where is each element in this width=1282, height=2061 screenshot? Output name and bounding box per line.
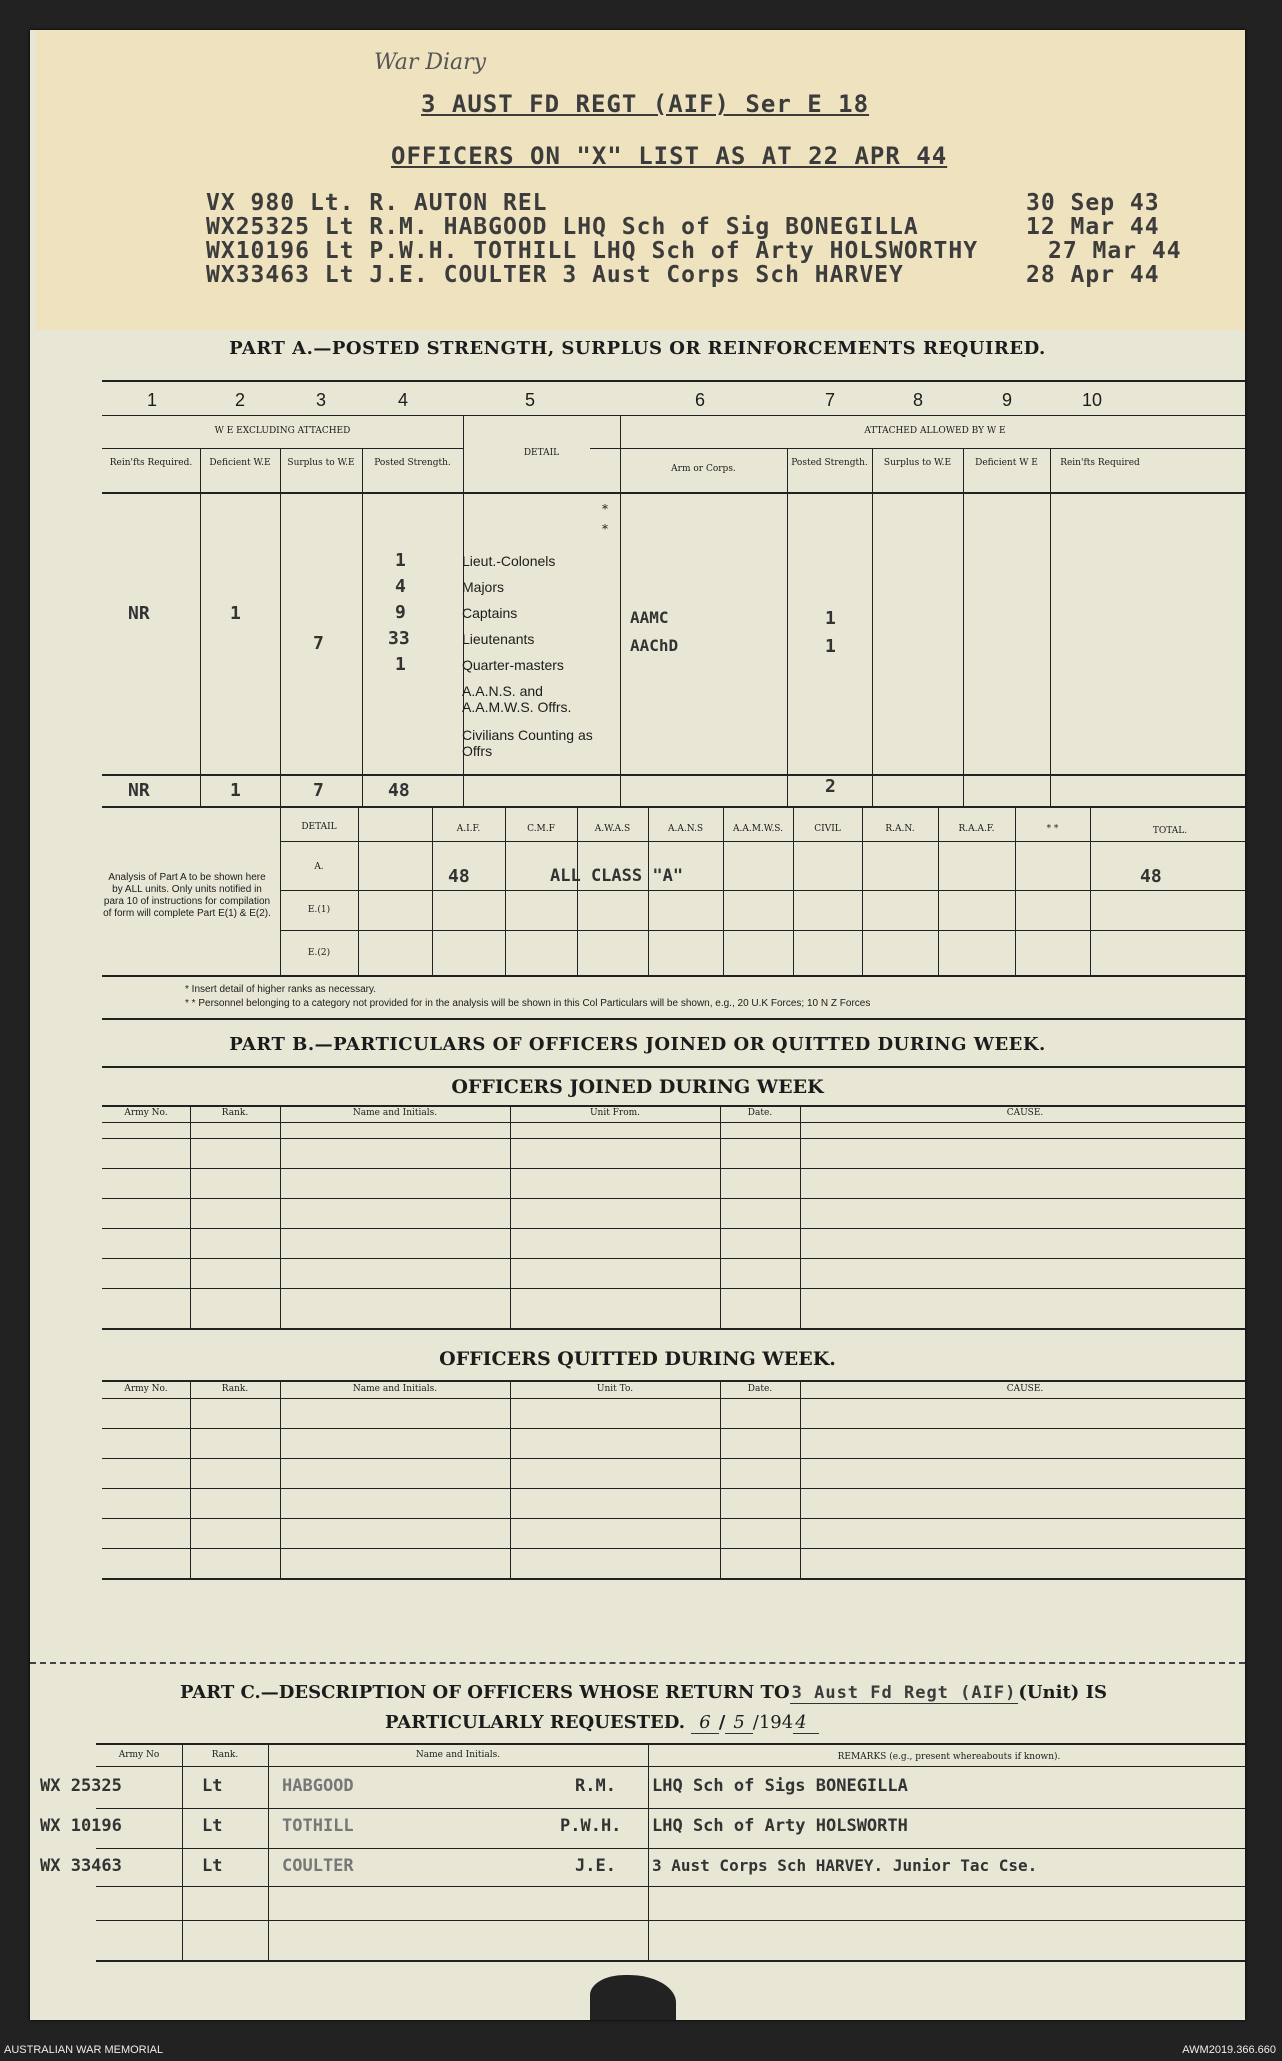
c-army-no: WX 10196 (40, 1816, 122, 1836)
header-surplus-att: Surplus to W.E (883, 458, 952, 468)
value-reinfts: NR (128, 603, 150, 624)
footnote-1: * Insert detail of higher ranks as necessary. (185, 984, 377, 995)
part-c-requested: PARTICULARLY REQUESTED. 6 / 5 /194 4 (385, 1712, 819, 1733)
c-initials: R.M. (575, 1776, 616, 1796)
value-posted: 9 (395, 602, 406, 623)
slip-row: VX 980 Lt. R. AUTON REL (206, 190, 548, 216)
col-number: 2 (234, 390, 245, 410)
analysis-detail: DETAIL (301, 822, 337, 832)
c-remarks: 3 Aust Corps Sch HARVEY. Junior Tac Cse. (652, 1856, 1038, 1875)
value-posted-att: 1 (825, 608, 836, 629)
header-reinfts: Rein'fts Required. (109, 458, 193, 468)
joined-col-rank: Rank. (221, 1108, 249, 1118)
value-posted: 33 (388, 628, 410, 649)
value-arm-corps: AAMC (630, 608, 669, 627)
header-reinfts-att: Rein'fts Required (1060, 458, 1140, 468)
analysis-awas: A.W.A.S (594, 824, 631, 834)
value-posted: 4 (395, 576, 406, 597)
slip-row: WX25325 Lt R.M. HABGOOD LHQ Sch of Sig BONEGILLA (206, 214, 919, 240)
analysis-row-e1: E.(1) (307, 905, 331, 915)
col-number: 3 (315, 390, 326, 410)
analysis-row-a: A. (314, 862, 324, 872)
detail-label: DETAIL (523, 448, 560, 458)
slip-date: 12 Mar 44 (1026, 214, 1160, 240)
request-month: 5 (725, 1712, 752, 1734)
footer-id: AWM2019.366.660 (1182, 2044, 1276, 2056)
header-posted: Posted Strength. (374, 458, 451, 468)
slip-date: 27 Mar 44 (1048, 238, 1182, 264)
handwritten-note: War Diary (374, 50, 487, 75)
joined-col-unit: Unit From. (589, 1108, 641, 1118)
detail-lieutenants: Lieutenants (462, 631, 535, 647)
analysis-total: TOTAL. (1152, 826, 1188, 836)
detail-aans: A.A.N.S. and A.A.M.W.S. Offrs. (462, 683, 572, 715)
attached-allowed-label: ATTACHED ALLOWED BY W E (864, 426, 1006, 436)
analysis-civil: CIVIL (814, 824, 841, 834)
c-army-no: WX 33463 (40, 1856, 122, 1876)
c-remarks: LHQ Sch of Arty HOLSWORTH (652, 1816, 908, 1836)
col-number: 1 (146, 390, 157, 410)
detail-majors: Majors (462, 579, 505, 595)
analysis-aif-value: 48 (448, 866, 470, 887)
c-army-no: WX 25325 (40, 1776, 122, 1796)
header-posted-att: Posted Strength. (791, 458, 868, 468)
col-number: 4 (397, 390, 408, 410)
quitted-col-rank: Rank. (221, 1384, 249, 1394)
part-c-heading: PART C.—DESCRIPTION OF OFFICERS WHOSE RETURN TO 3 Aust Fd Regt (AIF) (Unit) IS (180, 1682, 1107, 1703)
analysis-cmf: C.M.F (527, 824, 555, 834)
part-c-unit: 3 Aust Fd Regt (AIF) (791, 1683, 1017, 1703)
perforation-line (30, 1662, 1245, 1664)
header-arm-corps: Arm or Corps. (671, 464, 736, 474)
c-rank: Lt (202, 1816, 223, 1836)
c-name: TOTHILL (282, 1816, 354, 1836)
c-rank: Lt (202, 1776, 223, 1796)
star-mark: * (602, 502, 608, 516)
quitted-col-unit: Unit To. (596, 1384, 634, 1394)
col-number: 10 (1081, 390, 1103, 410)
analysis-total-value: 48 (1140, 866, 1162, 887)
star-mark: * (602, 522, 608, 536)
slip-date: 28 Apr 44 (1026, 262, 1160, 288)
footer-credit: AUSTRALIAN WAR MEMORIAL (4, 2044, 164, 2056)
slip-date: 30 Sep 43 (1026, 190, 1160, 216)
col-number: 6 (694, 390, 705, 410)
quitted-col-date: Date. (747, 1384, 773, 1394)
detail-quartermasters: Quarter-masters (462, 657, 564, 673)
joined-col-date: Date. (747, 1108, 773, 1118)
c-initials: J.E. (575, 1856, 616, 1876)
slip-subtitle: OFFICERS ON "X" LIST AS AT 22 APR 44 (391, 142, 948, 170)
detail-civilians: Civilians Counting as Offrs (462, 727, 593, 759)
analysis-aans: A.A.N.S (667, 824, 704, 834)
c-name: HABGOOD (282, 1776, 354, 1796)
value-deficient: 1 (230, 603, 241, 624)
c-col-name: Name and Initials. (415, 1750, 501, 1760)
total-posted-att: 2 (825, 776, 836, 797)
quitted-col-name: Name and Initials. (352, 1384, 438, 1394)
slip-title: 3 AUST FD REGT (AIF) Ser E 18 (421, 90, 870, 118)
c-rank: Lt (202, 1856, 223, 1876)
value-arm-corps: AAChD (630, 636, 679, 655)
header-deficient: Deficient W.E (209, 458, 271, 468)
torn-edge (590, 1975, 676, 2020)
joined-col-cause: CAUSE. (1006, 1108, 1044, 1118)
document-sheet (30, 30, 1245, 2020)
analysis-raaf: R.A.A.F. (958, 824, 995, 834)
col-number: 8 (912, 390, 923, 410)
we-excluding-label: W E EXCLUDING ATTACHED (214, 426, 351, 436)
c-col-army-no: Army No (118, 1750, 160, 1760)
detail-lt-colonels: Lieut.-Colonels (462, 553, 556, 569)
c-remarks: LHQ Sch of Sigs BONEGILLA (652, 1776, 908, 1796)
total-reinfts: NR (128, 780, 150, 801)
header-deficient-att: Deficient W E (975, 458, 1038, 468)
part-a-heading: PART A.—POSTED STRENGTH, SURPLUS OR REINFORCEMENTS REQUIRED. (229, 338, 1046, 359)
joined-title: OFFICERS JOINED DURING WEEK (451, 1076, 824, 1098)
slip-row: WX10196 Lt P.W.H. TOTHILL LHQ Sch of Arty HOLSWORTHY (206, 238, 979, 264)
request-year: 4 (793, 1712, 818, 1734)
typed-slip (36, 30, 1245, 330)
c-col-remarks: REMARKS (e.g., present whereabouts if known). (837, 1752, 1061, 1762)
header-surplus: Surplus to W.E (287, 458, 355, 468)
value-posted: 1 (395, 550, 406, 571)
slip-row: WX33463 Lt J.E. COULTER 3 Aust Corps Sch HARVEY (206, 262, 904, 288)
value-posted-att: 1 (825, 636, 836, 657)
request-day: 6 (691, 1712, 718, 1734)
joined-col-army-no: Army No. (124, 1108, 168, 1118)
analysis-aamws: A.A.M.W.S. (732, 824, 784, 834)
c-initials: P.W.H. (560, 1816, 622, 1836)
total-deficient: 1 (230, 780, 241, 801)
col-number: 9 (1001, 390, 1012, 410)
value-posted: 1 (395, 654, 406, 675)
analysis-note: Analysis of Part A to be shown here by ALL units. Only units notified in para 10 of instructions for compilation of form will complete Part E(1) & E(2). (103, 872, 271, 919)
analysis-other: * * (1046, 824, 1059, 834)
quitted-col-army-no: Army No. (124, 1384, 168, 1394)
analysis-ran: R.A.N. (885, 824, 915, 834)
joined-col-name: Name and Initials. (352, 1108, 438, 1118)
col-number: 5 (524, 390, 535, 410)
col-number: 7 (824, 390, 835, 410)
part-b-heading: PART B.—PARTICULARS OF OFFICERS JOINED OR QUITTED DURING WEEK. (229, 1034, 1046, 1055)
value-surplus: 7 (313, 633, 324, 654)
total-surplus: 7 (313, 780, 324, 801)
c-col-rank: Rank. (211, 1750, 239, 1760)
quitted-title: OFFICERS QUITTED DURING WEEK. (439, 1348, 836, 1370)
footnote-2: * * Personnel belonging to a category not provided for in the analysis will be shown in this Col Particulars will be shown, e.g., 20 U.K Forces; 10 N Z Forces (185, 998, 871, 1009)
detail-captains: Captains (462, 605, 518, 621)
analysis-aif: A.I.F. (456, 824, 481, 834)
c-name: COULTER (282, 1856, 354, 1876)
quitted-col-cause: CAUSE. (1006, 1384, 1044, 1394)
total-posted: 48 (388, 780, 410, 801)
analysis-row-e2: E.(2) (307, 948, 331, 958)
analysis-class-value: ALL CLASS "A" (550, 866, 684, 886)
